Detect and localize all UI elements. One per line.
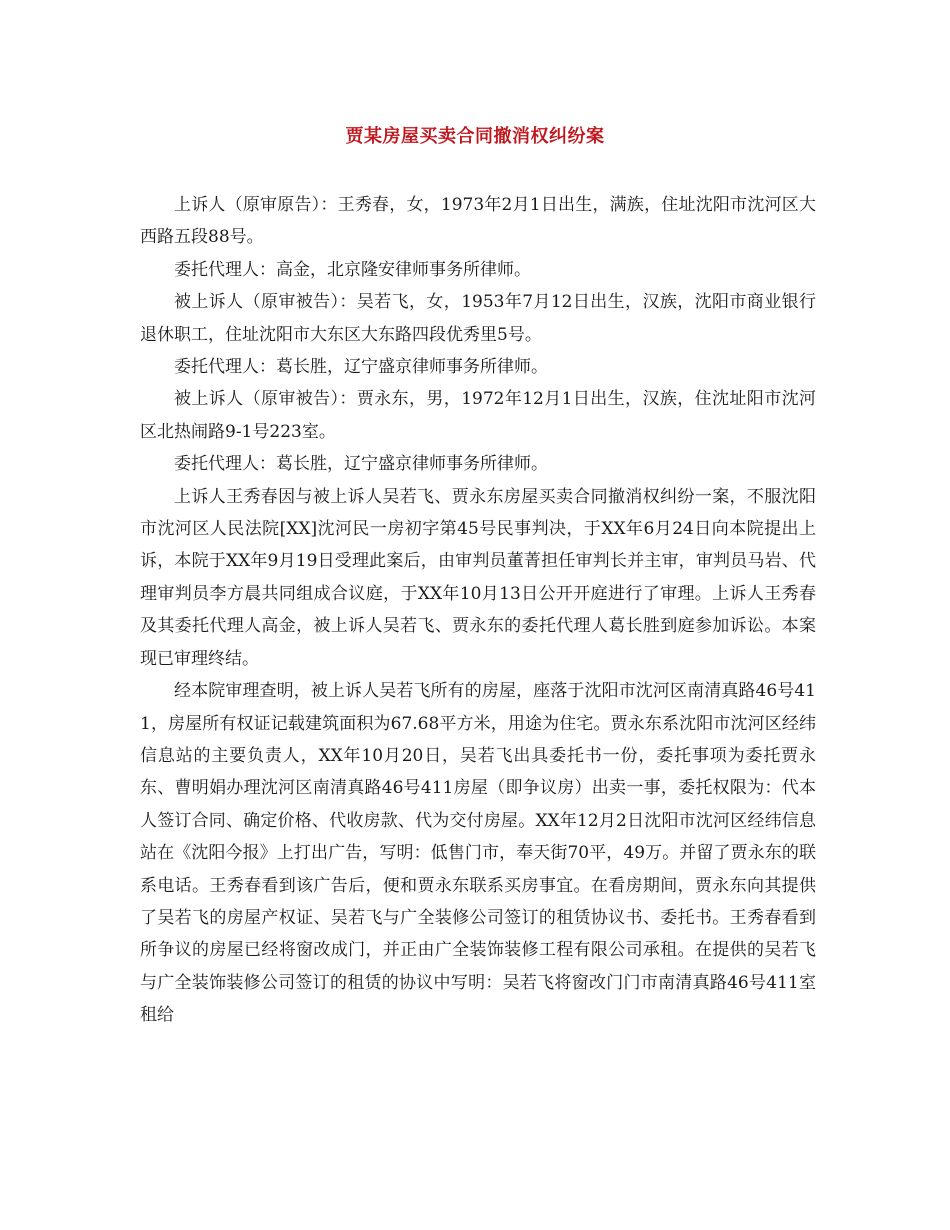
paragraph-appellee-wu: 被上诉人（原审被告）：吴若飞，女，1953年7月12日出生，汉族，沈阳市商业银行退休职工，住址沈阳市大东区大东路四段优秀里5号。 [140,292,816,345]
paragraph-appellee-jia: 被上诉人（原审被告）：贾永东，男，1972年12月1日出生，汉族，住沈址阳市沈河区北热闹路9-1号223室。 [140,389,816,442]
paragraph-appellant: 上诉人（原审原告）：王秀春，女，1973年2月1日出生，满族，住址沈阳市沈河区大西路五段88号。 [140,195,816,248]
paragraph-facts: 经本院审理查明，被上诉人吴若飞所有的房屋，座落于沈阳市沈河区南清真路46号411，房屋所有权证记载建筑面积为67.68平方米，用途为住宅。贾永东系沈阳市沈河区经纬信息站的主要负责人，XX年10月20日，吴若飞出具委托书一份，委托事项为委托贾永东、曹明娟办理沈河区南清真路46号411房屋（即争议房）出卖一事，委托权限为：代本人签订合同、确定价格、代收房款、代为交付房屋。XX年12月2日沈阳市沈河区经纬信息站在《沈阳今报》上打出广告，写明：低售门市，奉天街70平，49万。并留了贾永东的联系电话。王秀春看到该广告后，便和贾永东联系买房事宜。在看房期间，贾永东向其提供了吴若飞的房屋产权证、吴若飞与广全装修公司签订的租赁协议书、委托书。王秀春看到所争议的房屋已经将窗改成门，并正由广全装饰装修工程有限公司承租。在提供的吴若飞与广全装饰装修公司签订的租赁的协议中写明：吴若飞将窗改门门市南清真路46号411室租给 [140,681,816,1026]
paragraph-case-procedure: 上诉人王秀春因与被上诉人吴若飞、贾永东房屋买卖合同撤消权纠纷一案，不服沈阳市沈河区人民法院[XX]沈河民一房初字第45号民事判决，于XX年6月24日向本院提出上诉，本院于XX年9月19日受理此案后，由审判员董菁担任审判长并主审，审判员马岩、代理审判员李方晨共同组成合议庭，于XX年10月13日公开开庭进行了审理。上诉人王秀春及其委托代理人高金，被上诉人吴若飞、贾永东的委托代理人葛长胜到庭参加诉讼。本案现已审理终结。 [140,486,816,669]
document-title: 贾某房屋买卖合同撤消权纠纷案 [345,126,605,147]
document-body [140,189,816,1032]
paragraph-appellee-wu-agent: 委托代理人：葛长胜，辽宁盛京律师事务所律师。 [174,357,548,378]
paragraph-appellee-jia-agent: 委托代理人：葛长胜，辽宁盛京律师事务所律师。 [174,454,548,475]
paragraph-appellant-agent: 委托代理人：高金，北京隆安律师事务所律师。 [174,259,531,280]
